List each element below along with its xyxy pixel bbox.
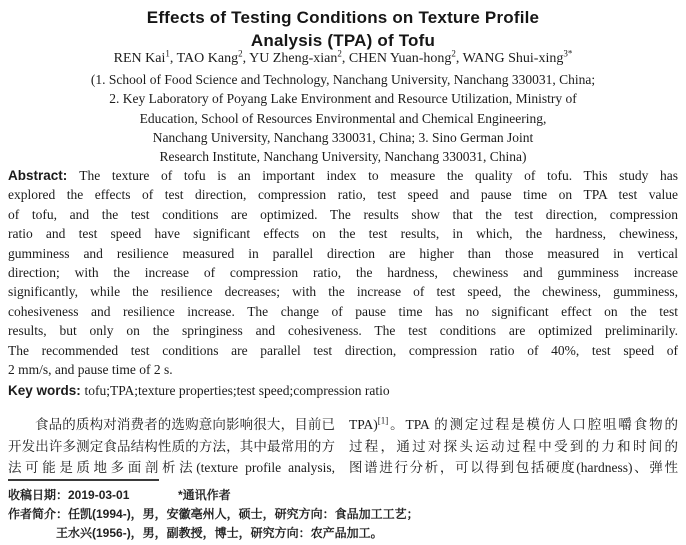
footnote-divider: [8, 479, 159, 481]
received-date: 收稿日期：2019-03-01: [8, 488, 130, 502]
abstract-line: of tofu, and the test conditions are optimized. The results show that the test direction, compression: [8, 206, 678, 222]
author-name: WANG Shui-xing$^{3*}$: [462, 48, 573, 66]
author-superscript: 1: [165, 48, 170, 59]
keywords-label: Key words:: [8, 383, 85, 398]
body-line: 法可能是质地多面剖析法(texture profile analysis,: [8, 460, 335, 476]
author-bio-line: 作者简介：任凯(1994-)，男，安徽亳州人，硕士，研究方向：食品加工工艺；: [8, 507, 419, 521]
authors-line: [0, 50, 686, 68]
abstract-line: ratio and test speed have significant effects on the test results, in which, the hardness, chewiness,: [8, 226, 678, 242]
body-line: TPA)[1]。TPA 的测定过程是模仿人口腔咀嚼食物的: [349, 415, 678, 432]
affiliation-line: (1. School of Food Science and Technology, Nanchang University, Nanchang 330031, China;: [90, 72, 596, 87]
author-name: YU Zheng-xian$^2$,: [249, 48, 346, 66]
affiliation-line: Research Institute, Nanchang University, Nanchang 330031, China): [159, 149, 527, 165]
abstract-line: explored the effects of test direction, compression ratio, test speed and pause time on TPA test value: [8, 187, 678, 203]
body-column-right: [349, 414, 678, 479]
paper-title: [0, 6, 686, 52]
author-name: TAO Kang$^2$,: [176, 48, 247, 66]
paper-title-line2: Analysis (TPA) of Tofu: [250, 31, 436, 50]
reference-superscript: [1]: [377, 415, 389, 426]
author-superscript: 2: [337, 48, 342, 59]
abstract-section: [8, 166, 678, 379]
body-line: 食品的质构对消费者的选购意向影响很大，目前已: [35, 417, 335, 432]
affiliation-line: 2. Key Laboratory of Poyang Lake Environment and Resource Utilization, Ministry of: [109, 91, 577, 107]
body-line: 开发出许多测定食品结构性质的方法，其中最常用的方: [8, 438, 335, 454]
abstract-line: The recommended test conditions are parallel test direction, compression ratio of 40%, test speed of: [8, 342, 678, 358]
author-bio-line: 王水兴(1956-)，男，副教授，博士，研究方向：农产品加工。: [56, 526, 383, 540]
abstract-line: results, but only on the springiness and cohesiveness. The test conditions are optimized preliminarily.: [8, 323, 678, 339]
abstract-line: gumminess and resilience measured in parallel direction are higher than those measured in vertical: [8, 245, 678, 261]
author-superscript: 3*: [563, 48, 573, 59]
author-superscript: 2: [451, 48, 456, 59]
abstract-line: significantly, while the resilience decreases; with the increase of test speed, the chewiness, gumminess,: [8, 284, 678, 300]
keywords-text: tofu;TPA;texture properties;test speed;compression ratio: [84, 383, 390, 398]
footnote-row: [8, 486, 678, 505]
body-line: 过程，通过对探头运动过程中受到的力和时间的: [349, 438, 678, 454]
author-superscript: 2: [238, 48, 243, 59]
body-line: 图谱进行分析，可以得到包括硬度(hardness)、弹性: [349, 460, 678, 476]
abstract-line: 2 mm/s, and pause time of 2 s.: [8, 361, 173, 377]
paper-title-line1: Effects of Testing Conditions on Texture Profile: [146, 8, 540, 27]
corresponding-author-note: *通讯作者: [178, 488, 231, 502]
keywords-line: [8, 383, 678, 399]
abstract-line: Abstract: The texture of tofu is an important index to measure the quality of tofu. This study has: [8, 168, 678, 183]
footnote-block: [8, 486, 678, 543]
author-name: CHEN Yuan-hong$^2$,: [348, 48, 460, 66]
affiliation-line: Nanchang University, Nanchang 330031, China; 3. Sino German Joint: [152, 129, 534, 145]
author-name: REN Kai$^1$,: [113, 48, 174, 66]
abstract-label: Abstract:: [8, 168, 80, 183]
affiliation-line: Education, School of Resources Environmental and Chemical Engineering,: [139, 110, 547, 126]
body-column-left: [8, 414, 335, 479]
abstract-line: direction; with the increase of compression ratio, the hardness, chewiness and gumminess increase: [8, 264, 678, 280]
abstract-line: cohesiveness and resilience increase. The change of pause time has no significant effect on the test: [8, 303, 678, 319]
affiliations-block: [0, 70, 686, 166]
